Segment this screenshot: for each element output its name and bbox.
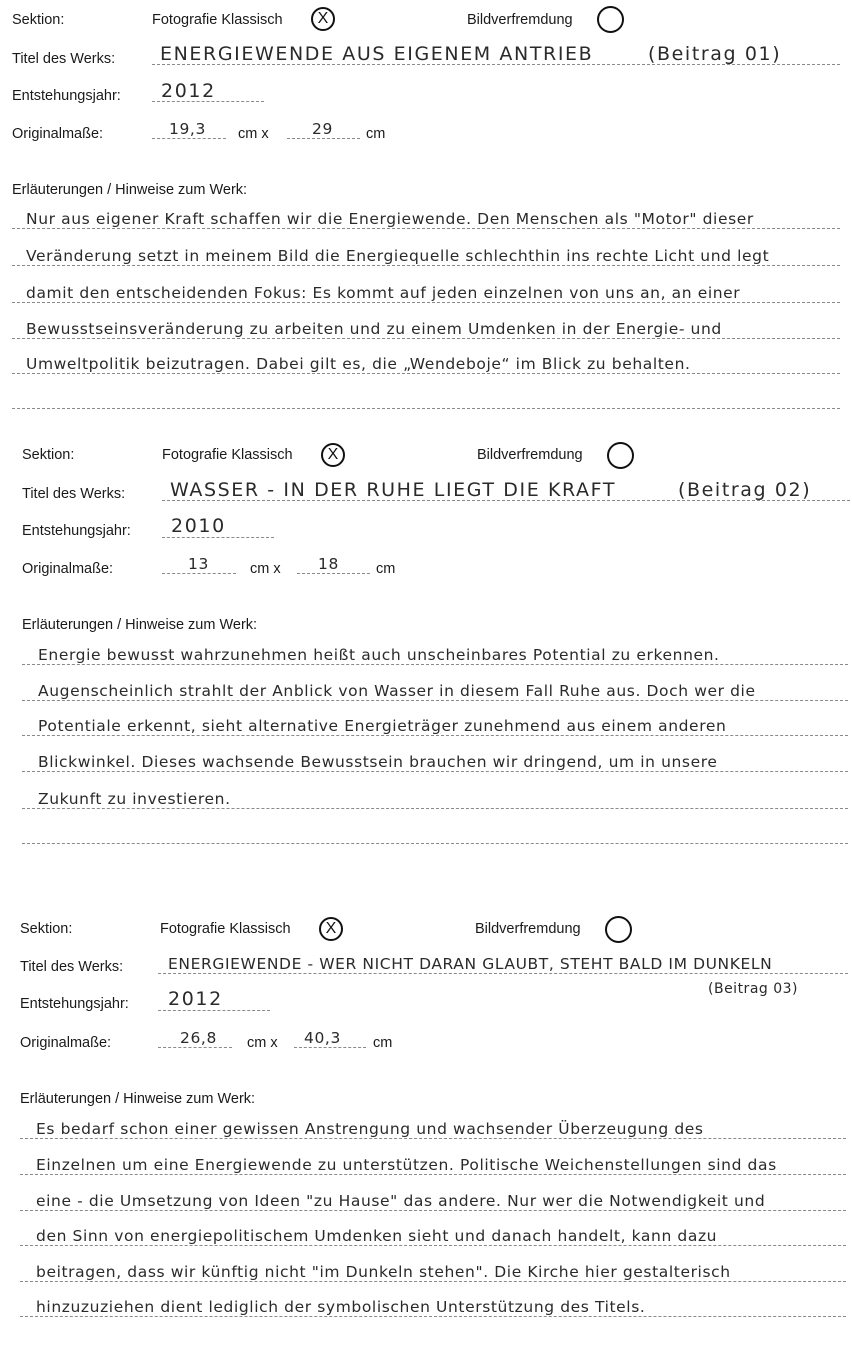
option-classic-checked-icon[interactable]: X (311, 7, 335, 31)
year-label: Entstehungsjahr: (12, 88, 121, 104)
option-classic-label: Fotografie Klassisch (152, 12, 283, 28)
section-label: Sektion: (20, 921, 73, 937)
notes-text: beitragen, dass wir künftig nicht "im Dunkeln stehen". Die Kirche hier gestalterisch (36, 1263, 731, 1281)
notes-label: Erläuterungen / Hinweise zum Werk: (22, 617, 258, 633)
width-value: 19,3 (169, 120, 206, 138)
notes-text: Veränderung setzt in meinem Bild die Energiequelle schlechthin ins rechte Licht und legt (26, 247, 770, 265)
times-label: cm x (247, 1035, 278, 1051)
dimensions-label: Originalmaße: (20, 1035, 112, 1051)
title-label: Titel des Werks: (12, 51, 116, 67)
title-label: Titel des Werks: (20, 959, 124, 975)
notes-text: den Sinn von energiepolitischem Umdenken sieht und danach handelt, kann dazu (36, 1227, 718, 1245)
option-alienation-label: Bildverfremdung (467, 12, 573, 28)
width-value: 26,8 (180, 1029, 217, 1047)
notes-text: Blickwinkel. Dieses wachsende Bewusstsein brauchen wir dringend, um in unsere (38, 753, 718, 771)
notes-text: Augenscheinlich strahlt der Anblick von Wasser in diesem Fall Ruhe aus. Doch wer die (38, 682, 756, 700)
notes-label: Erläuterungen / Hinweise zum Werk: (12, 182, 248, 198)
notes-text: Umweltpolitik beizutragen. Dabei gilt es, die „Wendeboje“ im Blick zu behalten. (26, 355, 691, 373)
dimensions-label: Originalmaße: (22, 561, 114, 577)
option-classic-checked-icon[interactable]: X (321, 443, 345, 467)
notes-text: Bewusstseinsveränderung zu arbeiten und zu einem Umdenken in der Energie- und (26, 320, 722, 338)
year-value: 2012 (168, 988, 223, 1010)
option-alienation-unchecked-icon[interactable] (597, 6, 624, 33)
year-value: 2012 (161, 80, 216, 102)
entry-number: (Beitrag 01) (648, 43, 782, 65)
option-alienation-label: Bildverfremdung (475, 921, 581, 937)
notes-text: Nur aus eigener Kraft schaffen wir die Energiewende. Den Menschen als "Motor" dieser (26, 210, 754, 228)
year-underline (158, 1010, 270, 1011)
width-value: 13 (188, 555, 209, 573)
height-value: 29 (312, 120, 333, 138)
title-value: ENERGIEWENDE - WER NICHT DARAN GLAUBT, STEHT BALD IM DUNKELN (168, 955, 773, 973)
height-value: 40,3 (304, 1029, 341, 1047)
notes-text: hinzuzuziehen dient lediglich der symbolischen Unterstützung des Titels. (36, 1298, 646, 1316)
section-label: Sektion: (12, 12, 65, 28)
title-value: WASSER - IN DER RUHE LIEGT DIE KRAFT (170, 479, 617, 501)
unit-label: cm (373, 1035, 393, 1051)
notes-text: Zukunft zu investieren. (38, 790, 231, 808)
entry-number: (Beitrag 02) (678, 479, 812, 501)
unit-label: cm (366, 126, 386, 142)
entry-number: (Beitrag 03) (708, 981, 799, 997)
dimensions-label: Originalmaße: (12, 126, 104, 142)
height-value: 18 (318, 555, 339, 573)
notes-line-6 (22, 843, 848, 844)
option-alienation-unchecked-icon[interactable] (605, 916, 632, 943)
times-label: cm x (238, 126, 269, 142)
notes-label: Erläuterungen / Hinweise zum Werk: (20, 1091, 256, 1107)
year-value: 2010 (171, 515, 226, 537)
section-label: Sektion: (22, 447, 75, 463)
times-label: cm x (250, 561, 281, 577)
year-underline (162, 537, 274, 538)
notes-text: Energie bewusst wahrzunehmen heißt auch unscheinbares Potential zu erkennen. (38, 646, 720, 664)
option-classic-label: Fotografie Klassisch (160, 921, 291, 937)
unit-label: cm (376, 561, 396, 577)
notes-line-6 (12, 408, 840, 409)
notes-text: damit den entscheidenden Fokus: Es kommt auf jeden einzelnen von uns an, an einer (26, 284, 741, 302)
notes-text: Es bedarf schon einer gewissen Anstrengung und wachsender Überzeugung des (36, 1120, 704, 1138)
title-label: Titel des Werks: (22, 486, 126, 502)
option-classic-label: Fotografie Klassisch (162, 447, 293, 463)
option-classic-checked-icon[interactable]: X (319, 917, 343, 941)
notes-text: Potentiale erkennt, sieht alternative Energieträger zunehmend aus einem anderen (38, 717, 727, 735)
title-value: ENERGIEWENDE AUS EIGENEM ANTRIEB (160, 43, 594, 65)
option-alienation-label: Bildverfremdung (477, 447, 583, 463)
option-alienation-unchecked-icon[interactable] (607, 442, 634, 469)
year-label: Entstehungsjahr: (20, 996, 129, 1012)
year-label: Entstehungsjahr: (22, 523, 131, 539)
notes-text: eine - die Umsetzung von Ideen "zu Hause" das andere. Nur wer die Notwendigkeit und (36, 1192, 766, 1210)
notes-text: Einzelnen um eine Energiewende zu unterstützen. Politische Weichenstellungen sind das (36, 1156, 777, 1174)
